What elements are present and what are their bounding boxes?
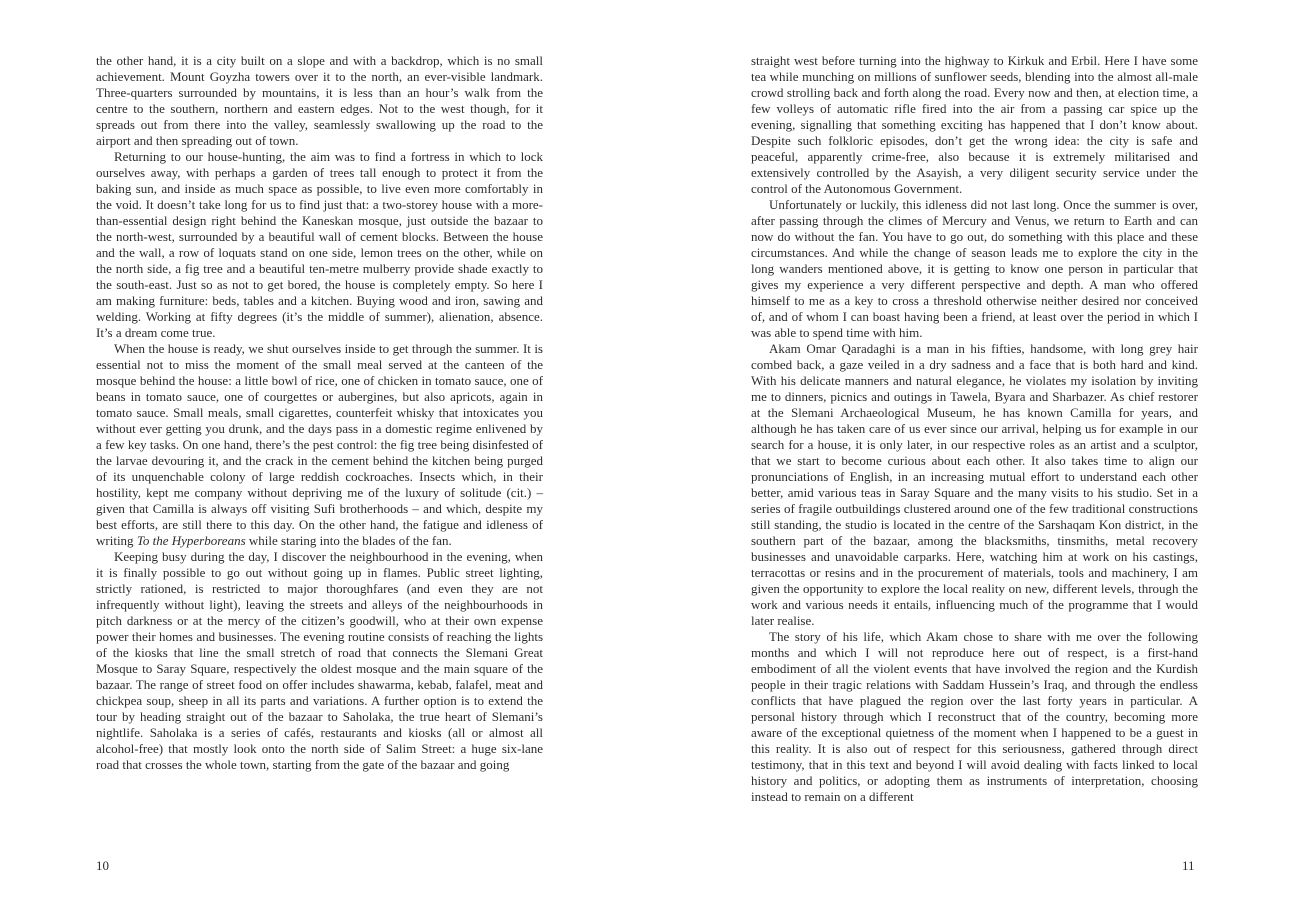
paragraph: the other hand, it is a city built on a slope and with a backdrop, which is no small achievement. Mount Goyzha towers over it to the north, an ever-visible landmark. Three-quarters surrounded by mountains, it is less than an hour’s walk from the centre to the southern, northern and eastern edges. Not to the west though, for it spreads out from there into the valley, seamlessly swallowing up the road to the airport and then spreading out of town. (96, 53, 543, 148)
right-page (751, 53, 1198, 805)
left-page-text-column (96, 53, 543, 773)
paragraph: straight west before turning into the highway to Kirkuk and Erbil. Here I have some tea while munching on millions of sunflower seeds, blending into the almost all-male crowd strolling back and forth along the road. Every now and then, at election time, a few volleys of automatic rifle fired into the air from a passing car spice up the evening, signalling that something exciting has happened that I don’t know about. Despite such folkloric episodes, don’t get the wrong idea: the city is safe and peaceful, apparently crime-free, also because it is extremely militarised and extensively controlled by the Asayish, a very diligent security service under the control of the Autonomous Government. (751, 53, 1198, 196)
paragraph-text: while staring into the blades of the fan. (245, 533, 452, 548)
paragraph: Akam Omar Qaradaghi is a man in his fifties, handsome, with long grey hair combed back, a gaze veiled in a dry sadness and a face that is both hard and kind. With his delicate manners and natural elegance, he violates my isolation by inviting me to dinners, picnics and outings in Tawela, Byara and Sharbazer. As chief restorer at the Slemani Archaeological Museum, he has known Camilla for years, and although he has taken care of us ever since our arrival, helping us for example in our search for a house, it is only later, in our respective roles as an artist and a sculptor, that we start to become curious about each other. It also takes time to align our pronunciations of English, in an increasing mutual effort to understand each other better, amid various teas in Saray Square and the many visits to his studio. Set in a series of fragile outbuildings clustered around one of the few traditional constructions still standing, the studio is located in the centre of the Sarshaqam Kon district, in the southern part of the bazaar, among the blacksmiths, tinsmiths, metal recovery businesses and unavoidable carparks. Here, watching him at work on his castings, terracottas or resins and in the procurement of materials, tools and machinery, I am given the opportunity to explore the local reality on new, different levels, through the work and various needs it entails, influencing much of the programme that I would later realise. (751, 341, 1198, 628)
paragraph: The story of his life, which Akam chose to share with me over the following months and which I will not reproduce here out of respect, is a first-hand embodiment of all the violent events that have involved the region and the Kurdish people in their tragic relations with Saddam Hussein’s Iraq, and through the endless conflicts that have plagued the region over the last forty years in particular. A personal history through which I reconstruct that of the country, becoming more aware of the exceptional quietness of the moment when I happened to be a guest in this reality. It is also out of respect for this seriousness, gathered through direct testimony, that in this text and beyond I will avoid dealing with facts linked to local history and politics, or adopting them as instruments of interpretation, choosing instead to remain on a different (751, 629, 1198, 804)
paragraph: Keeping busy during the day, I discover the neighbourhood in the evening, when it is finally possible to go out without going up in flames. Public street lighting, strictly rationed, is restricted to major thoroughfares (and even they are not infrequently without light), leaving the streets and alleys of the neighbourhoods in pitch darkness or at the mercy of the citizen’s goodwill, who at their own expense power their homes and businesses. The evening routine consists of reaching the lights of the kiosks that line the small stretch of road that connects the Slemani Great Mosque to Saray Square, respectively the oldest mosque and the main square of the bazaar. The range of street food on offer includes shawarma, kebab, falafel, meat and chickpea soup, sheep in all its parts and variations. A further option is to extend the tour by heading straight out of the bazaar to Saholaka, the true heart of Slemani’s nightlife. Saholaka is a series of cafés, restaurants and kiosks (all or almost all alcohol-free) that mostly look onto the north side of Salim Street: a huge six-lane road that crosses the whole town, starting from the gate of the bazaar and going (96, 549, 543, 772)
paragraph (96, 341, 543, 549)
book-title: To the Hyperboreans (136, 533, 246, 548)
page-number-right: 11 (1182, 858, 1195, 873)
paragraph: Returning to our house-hunting, the aim was to find a fortress in which to lock ourselves away, with perhaps a garden of trees tall enough to protect it from the baking sun, and inside as much space as possible, to live even more comfortably in the void. It doesn’t take long for us to find just that: a two-storey house with a more-than-essential design right behind the Kaneskan mosque, just outside the bazaar to the north-west, surrounded by a beautiful wall of cement blocks. Between the house and the wall, a row of loquats stand on one side, lemon trees on the other, while on the north side, a fig tree and a beautiful ten-metre mulberry provide shade exactly to the south-east. Just so as not to get bored, the house is completely empty. So here I am making furniture: beds, tables and a kitchen. Buying wood and iron, sawing and welding. Working at fifty degrees (it’s the middle of summer), alienation, absence. It’s a dream come true. (96, 149, 543, 340)
paragraph-text: When the house is ready, we shut ourselves inside to get through the summer. It is essential not to miss the moment of the small meal served at the canteen of the mosque behind the house: a little bowl of rice, one of chicken in tomato sauce, one of beans in tomato sauce, one of courgettes or aubergines, but also apricots, again in tomato sauce. Small meals, small cigarettes, counterfeit whisky that intoxicates you without ever getting you drunk, and the days pass in a domestic regime enlivened by a few key tasks. On one hand, there’s the pest control: the fig tree being disinfested of the larvae devouring it, and the crack in the cement behind the kitchen being purged of its unquenchable colony of large reddish cockroaches. Insects which, in their hostility, kept me company without depriving me of the luxury of solitude (cit.) – given that Camilla is always off visiting Sufi brotherhoods – and which, despite my best efforts, are still there to this day. On the other hand, the fatigue and idleness of writing (96, 341, 543, 548)
page-number-left: 10 (96, 858, 109, 873)
right-page-text-column (751, 53, 1198, 805)
left-page (96, 53, 543, 773)
paragraph: Unfortunately or luckily, this idleness did not last long. Once the summer is over, after passing through the climes of Mercury and Venus, we return to Earth and can now do without the fan. You have to go out, do something with this place and these circumstances. And while the change of season leads me to explore the city in the long wanders mentioned above, it is getting to know one person in particular that gives my experience a very different perspective and depth. A man who offered himself to me as a key to cross a threshold otherwise neither desired nor conceived of, and of whom I can boast having been a friend, at least over the period in which I was able to spend time with him. (751, 197, 1198, 340)
